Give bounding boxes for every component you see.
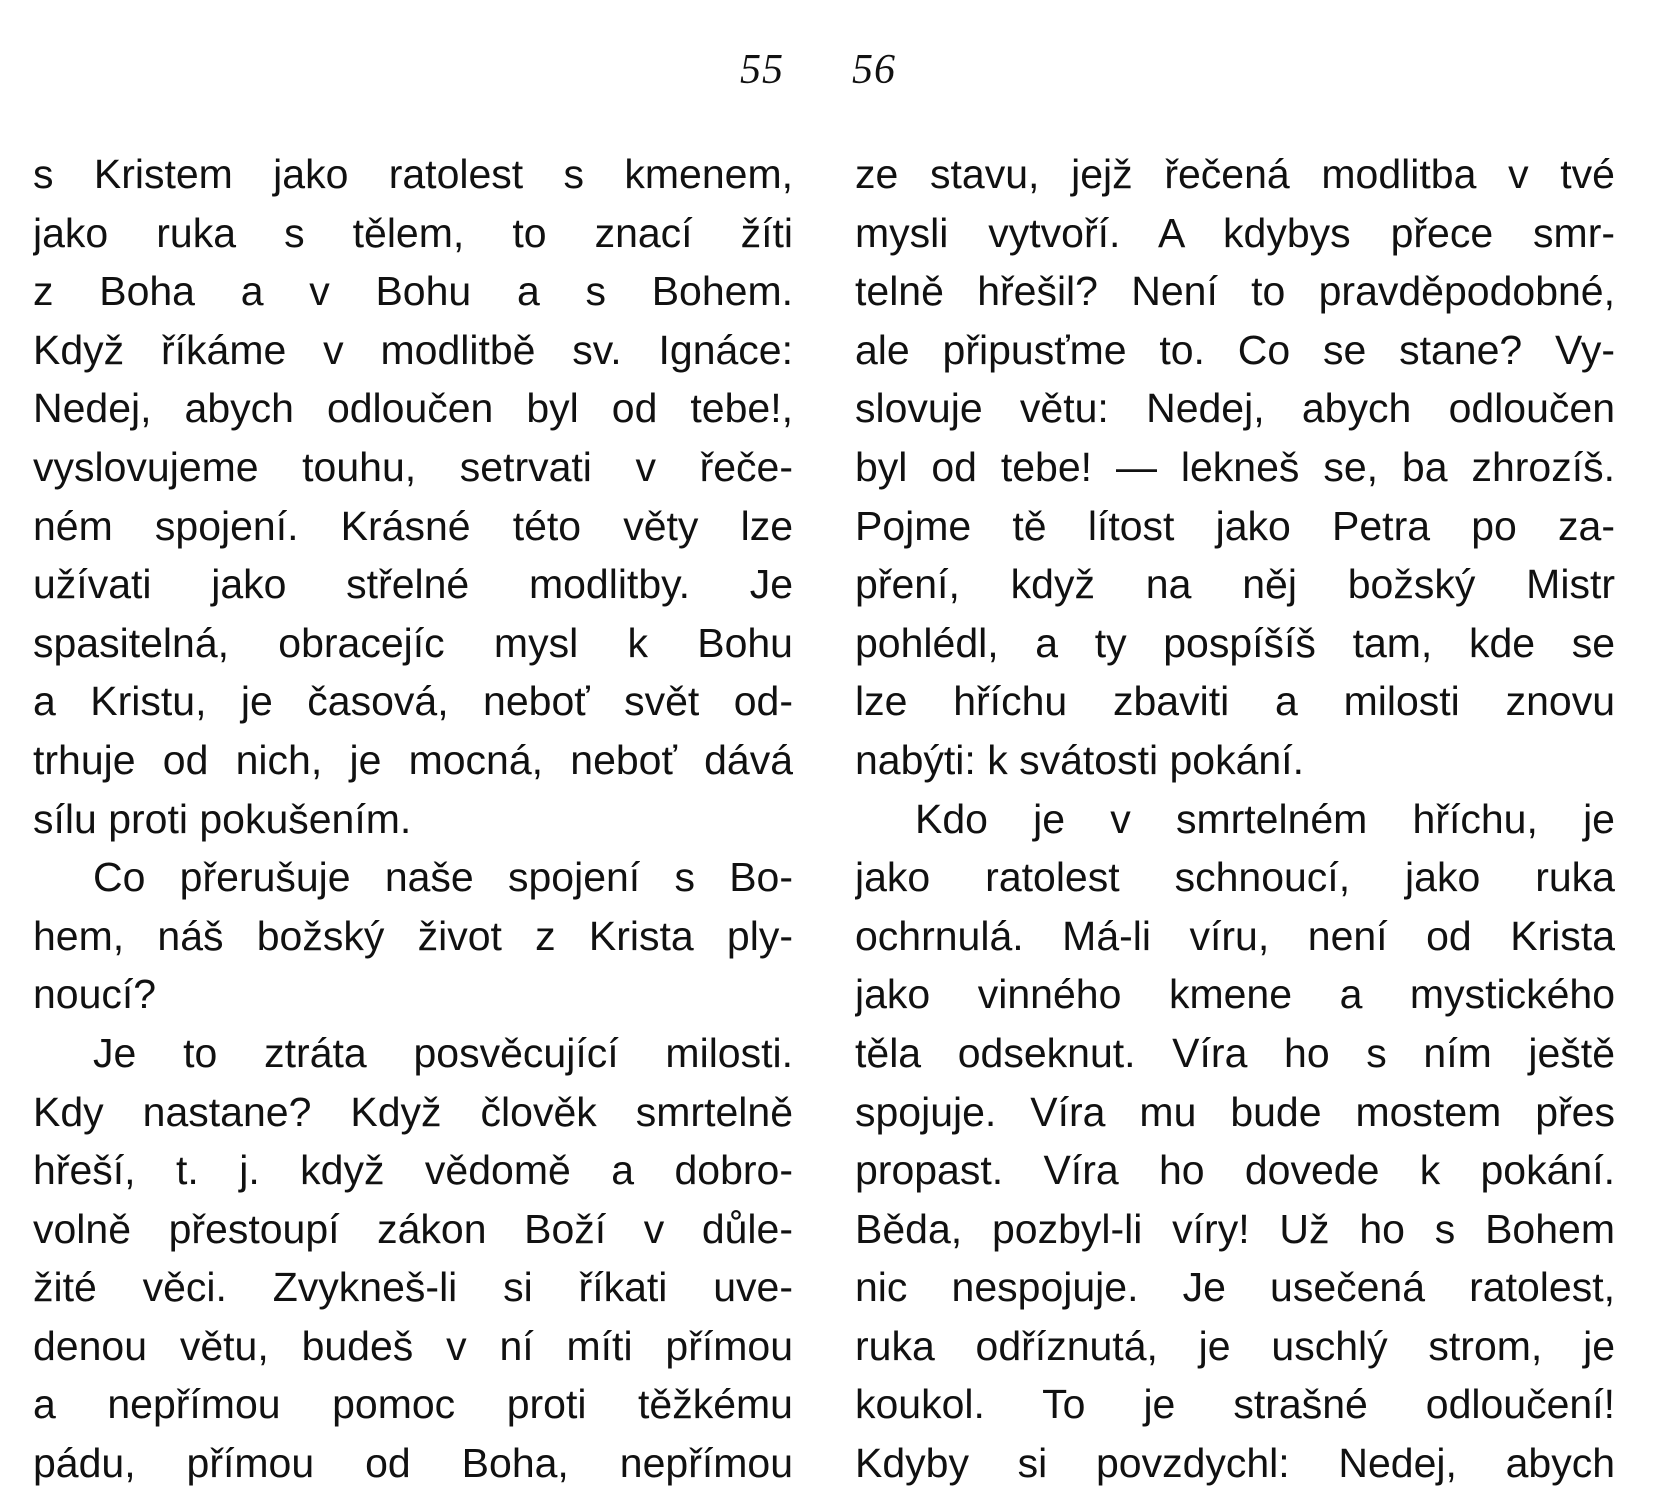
text-line: a Kristu, je časová, neboť svět od- — [33, 678, 793, 725]
text-line: Když říkáme v modlitbě sv. Ignáce: — [33, 326, 793, 373]
page-number-left: 55 — [740, 47, 784, 93]
text-line: Kdyby si povzdychl: Nedej, abych — [855, 1440, 1615, 1487]
text-line: vyslovujeme touhu, setrvati v řeče- — [33, 443, 793, 490]
text-line: ale připusťme to. Co se stane? Vy- — [855, 326, 1615, 373]
text-line: Pojme tě lítost jako Petra po za- — [855, 502, 1615, 549]
text-line: Nedej, abych odloučen byl od tebe!, — [33, 385, 793, 432]
text-line: pření, když na něj božský Mistr — [855, 561, 1615, 608]
text-line: byl od tebe! — lekneš se, ba zhrozíš. — [855, 443, 1615, 490]
text-line: hem, náš božský život z Krista ply- — [33, 912, 793, 959]
left-page-column — [33, 145, 793, 1493]
right-page-column — [855, 145, 1615, 1493]
text-line: koukol. To je strašné odloučení! — [855, 1381, 1615, 1428]
text-line: spojuje. Víra mu bude mostem přes — [855, 1088, 1615, 1135]
text-line: ruka odříznutá, je uschlý strom, je — [855, 1322, 1615, 1369]
text-line: nic nespojuje. Je usečená ratolest, — [855, 1264, 1615, 1311]
text-line: ze stavu, jejž řečená modlitba v tvé — [855, 151, 1615, 197]
text-line: ochrnulá. Má-li víru, není od Krista — [855, 912, 1615, 959]
text-line: s Kristem jako ratolest s kmenem, — [33, 151, 793, 197]
text-line: sílu proti pokušením. — [33, 795, 412, 842]
page-number-header — [0, 40, 1654, 100]
text-line: denou větu, budeš v ní míti přímou — [33, 1322, 793, 1369]
text-line: užívati jako střelné modlitby. Je — [33, 561, 793, 608]
text-line: Kdy nastane? Když člověk smrtelně — [33, 1088, 793, 1135]
text-line: pádu, přímou od Boha, nepřímou — [33, 1440, 793, 1487]
text-line: pohlédl, a ty pospíšíš tam, kde se — [855, 619, 1615, 666]
text-line: nabýti: k svátosti pokání. — [855, 736, 1304, 783]
text-line: těla odseknut. Víra ho s ním ještě — [855, 1029, 1615, 1076]
text-line: telně hřešil? Není to pravděpodobné, — [855, 268, 1615, 315]
text-line: mysli vytvoří. A kdybys přece smr- — [855, 209, 1615, 256]
text-line: Co přerušuje naše spojení s Bo- — [93, 854, 793, 901]
text-line: a nepřímou pomoc proti těžkému — [33, 1381, 793, 1428]
text-line: z Boha a v Bohu a s Bohem. — [33, 268, 793, 315]
text-line: ném spojení. Krásné této věty lze — [33, 502, 793, 549]
text-line: žité věci. Zvykneš-li si říkati uve- — [33, 1264, 793, 1311]
text-line: slovuje větu: Nedej, abych odloučen — [855, 385, 1615, 432]
text-line: propast. Víra ho dovede k pokání. — [855, 1147, 1615, 1194]
text-line: lze hříchu zbaviti a milosti znovu — [855, 678, 1615, 725]
text-line: Kdo je v smrtelném hříchu, je — [915, 795, 1615, 842]
page-number-right: 56 — [852, 47, 896, 93]
text-line: noucí? — [33, 971, 157, 1018]
text-line: volně přestoupí zákon Boží v důle- — [33, 1205, 793, 1252]
text-line: trhuje od nich, je mocná, neboť dává — [33, 736, 793, 783]
text-line: Je to ztráta posvěcující milosti. — [93, 1029, 793, 1076]
text-line: spasitelná, obracejíc mysl k Bohu — [33, 619, 793, 666]
text-line: Běda, pozbyl-li víry! Už ho s Bohem — [855, 1205, 1615, 1252]
text-line: hřeší, t. j. když vědomě a dobro- — [33, 1147, 793, 1194]
text-line: jako vinného kmene a mystického — [855, 971, 1615, 1018]
text-line: jako ratolest schnoucí, jako ruka — [855, 854, 1615, 901]
text-line: jako ruka s tělem, to znací žíti — [33, 209, 793, 256]
